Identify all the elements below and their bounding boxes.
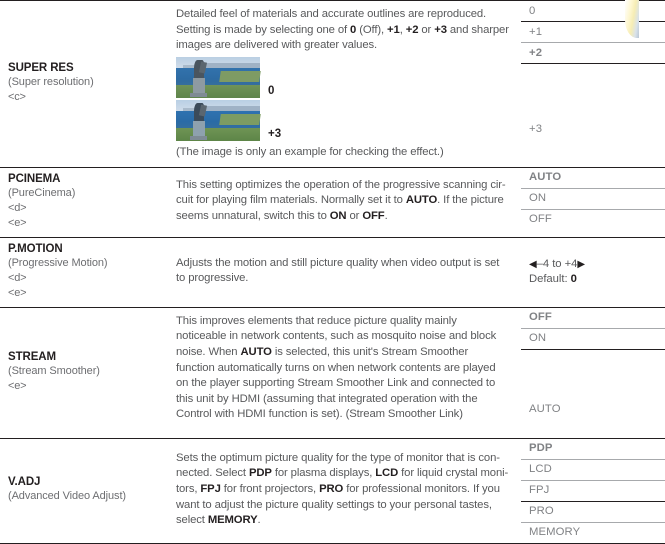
option-label-selected[interactable]: PDP (521, 439, 665, 460)
option-row[interactable] (521, 22, 665, 43)
option-row[interactable] (521, 188, 665, 209)
setting-name-p-motion: P.MOTION (8, 242, 63, 255)
row-description-cell-super-res (170, 1, 521, 168)
options-list-stream (521, 308, 665, 438)
example-thumbnail-sharp-icon (176, 100, 260, 141)
option-label[interactable]: ON (521, 188, 665, 209)
row-description-cell-p-motion (170, 237, 521, 307)
option-label[interactable]: +3 (529, 122, 543, 135)
default-label: Default: (529, 273, 568, 286)
setting-name-super-res: SUPER RES (8, 61, 74, 74)
default-value-p-motion (521, 272, 665, 288)
setting-subtitle-p-motion: (Progressive Motion) (8, 256, 108, 269)
row-name-cell-v-adj (0, 438, 170, 543)
row-name-cell-pcinema (0, 167, 170, 237)
row-description-cell-pcinema (170, 167, 521, 237)
example-shot-1 (176, 100, 509, 141)
setting-code-super-res-0: <c> (8, 90, 26, 103)
row-description-cell-stream (170, 307, 521, 438)
table-row-stream (0, 307, 665, 438)
row-options-cell-super-res (521, 1, 665, 168)
row-name-cell-p-motion (0, 237, 170, 307)
setting-code-pcinema-0: <d> (8, 201, 27, 214)
description-text-stream: This improves elements that reduce picture quality mainly noticeable in network contents, such as mosquito noise and block noise. When AUTO is selected, this unit's Stream Smoother function automatically turns on when network contents are played on the player supporting Stream Smoother Link and connected to this unit by HDMI (assuming that integrated operation with the Control with HDMI function is set). (Stream Smoother Link) (176, 314, 497, 421)
option-label[interactable]: OFF (529, 213, 552, 226)
setting-code-pcinema-1: <e> (8, 216, 27, 229)
option-label[interactable]: MEMORY (529, 526, 581, 539)
range-text: –4 to +4 (536, 257, 578, 270)
option-label[interactable]: PRO (521, 501, 665, 522)
row-name-cell-super-res (0, 1, 170, 168)
row-options-cell-stream (521, 307, 665, 438)
row-options-cell-p-motion (521, 237, 665, 307)
option-label-selected[interactable]: OFF (521, 308, 665, 329)
setting-subtitle-super-res: (Super resolution) (8, 75, 94, 88)
setting-subtitle-pcinema: (PureCinema) (8, 186, 76, 199)
option-label[interactable]: ON (521, 328, 665, 349)
option-row[interactable] (521, 64, 665, 161)
name-block-stream (8, 346, 170, 400)
option-row-selected[interactable] (521, 308, 665, 329)
option-row[interactable] (521, 1, 665, 22)
option-row-selected[interactable] (521, 43, 665, 64)
settings-table-body (0, 1, 665, 544)
name-block-p-motion (8, 238, 170, 307)
option-label[interactable]: +1 (521, 22, 665, 43)
option-row[interactable] (521, 501, 665, 522)
option-label[interactable]: LCD (521, 459, 665, 480)
options-list-super-res (521, 1, 665, 160)
arrow-left-icon[interactable]: ◀ (529, 258, 537, 270)
name-block-pcinema (8, 168, 170, 237)
row-options-cell-v-adj (521, 438, 665, 543)
range-control-p-motion[interactable] (521, 257, 665, 273)
setting-name-v-adj: V.ADJ (8, 476, 41, 489)
setting-code-p-motion-1: <e> (8, 286, 27, 299)
setting-name-stream: STREAM (8, 350, 56, 363)
row-name-cell-stream (0, 307, 170, 438)
setting-code-stream-0: <e> (8, 379, 27, 392)
setting-subtitle-stream: (Stream Smoother) (8, 364, 100, 377)
example-images-super-res (176, 57, 509, 159)
options-list-v-adj (521, 439, 665, 543)
default-value: 0 (570, 273, 577, 286)
description-text-p-motion: Adjusts the motion and still picture quality when video output is set to progressive. (176, 256, 500, 285)
option-row[interactable] (521, 480, 665, 501)
example-caption-0: 0 (268, 84, 275, 97)
option-row[interactable] (521, 522, 665, 543)
option-label-selected[interactable]: +2 (521, 43, 665, 64)
example-shot-0 (176, 57, 509, 98)
table-row-super-res (0, 1, 665, 168)
setting-name-pcinema: PCINEMA (8, 172, 61, 185)
table-row-pcinema (0, 167, 665, 237)
name-block-v-adj (8, 471, 170, 510)
setting-code-p-motion-0: <d> (8, 271, 27, 284)
row-options-cell-pcinema (521, 167, 665, 237)
table-row-v-adj (0, 438, 665, 543)
option-label[interactable]: FPJ (521, 480, 665, 501)
example-note-super-res: (The image is only an example for checking the effect.) (176, 145, 444, 158)
option-row[interactable] (521, 328, 665, 349)
option-row[interactable] (521, 349, 665, 438)
option-row[interactable] (521, 459, 665, 480)
row-description-cell-v-adj (170, 438, 521, 543)
arrow-right-icon[interactable]: ▶ (577, 258, 586, 270)
option-label[interactable]: 0 (521, 1, 665, 22)
example-thumbnail-soft-icon (176, 57, 260, 98)
option-label[interactable]: AUTO (529, 403, 561, 416)
description-text-v-adj: Sets the optimum picture quality for the type of monitor that is con-nected. Select PDP for plasma displays, LCD for liquid crystal moni-tors, FPJ for front projectors, PRO for professional monitors. If you want to adjust the picture quality settings to your personal tastes, select MEMORY. (176, 451, 509, 527)
options-list-pcinema (521, 168, 665, 230)
option-label-selected[interactable]: AUTO (521, 168, 665, 189)
option-row-selected[interactable] (521, 439, 665, 460)
description-text-pcinema: This setting optimizes the operation of the progressive scanning cir-cuit for playing film materials. Normally set it to AUTO. If the picture seems unnatural, switch this to ON or OFF. (176, 178, 506, 223)
description-text-super-res: Detailed feel of materials and accurate outlines are reproduced. Setting is made by selecting one of 0 (Off), +1, +2 or +3 and sharper images are delivered with greater values. (176, 8, 509, 52)
option-row[interactable] (521, 209, 665, 230)
name-block-super-res (8, 57, 170, 111)
example-caption-1: +3 (268, 127, 282, 140)
option-row-selected[interactable] (521, 168, 665, 189)
table-row-p-motion (0, 237, 665, 307)
setting-subtitle-v-adj: (Advanced Video Adjust) (8, 490, 126, 503)
